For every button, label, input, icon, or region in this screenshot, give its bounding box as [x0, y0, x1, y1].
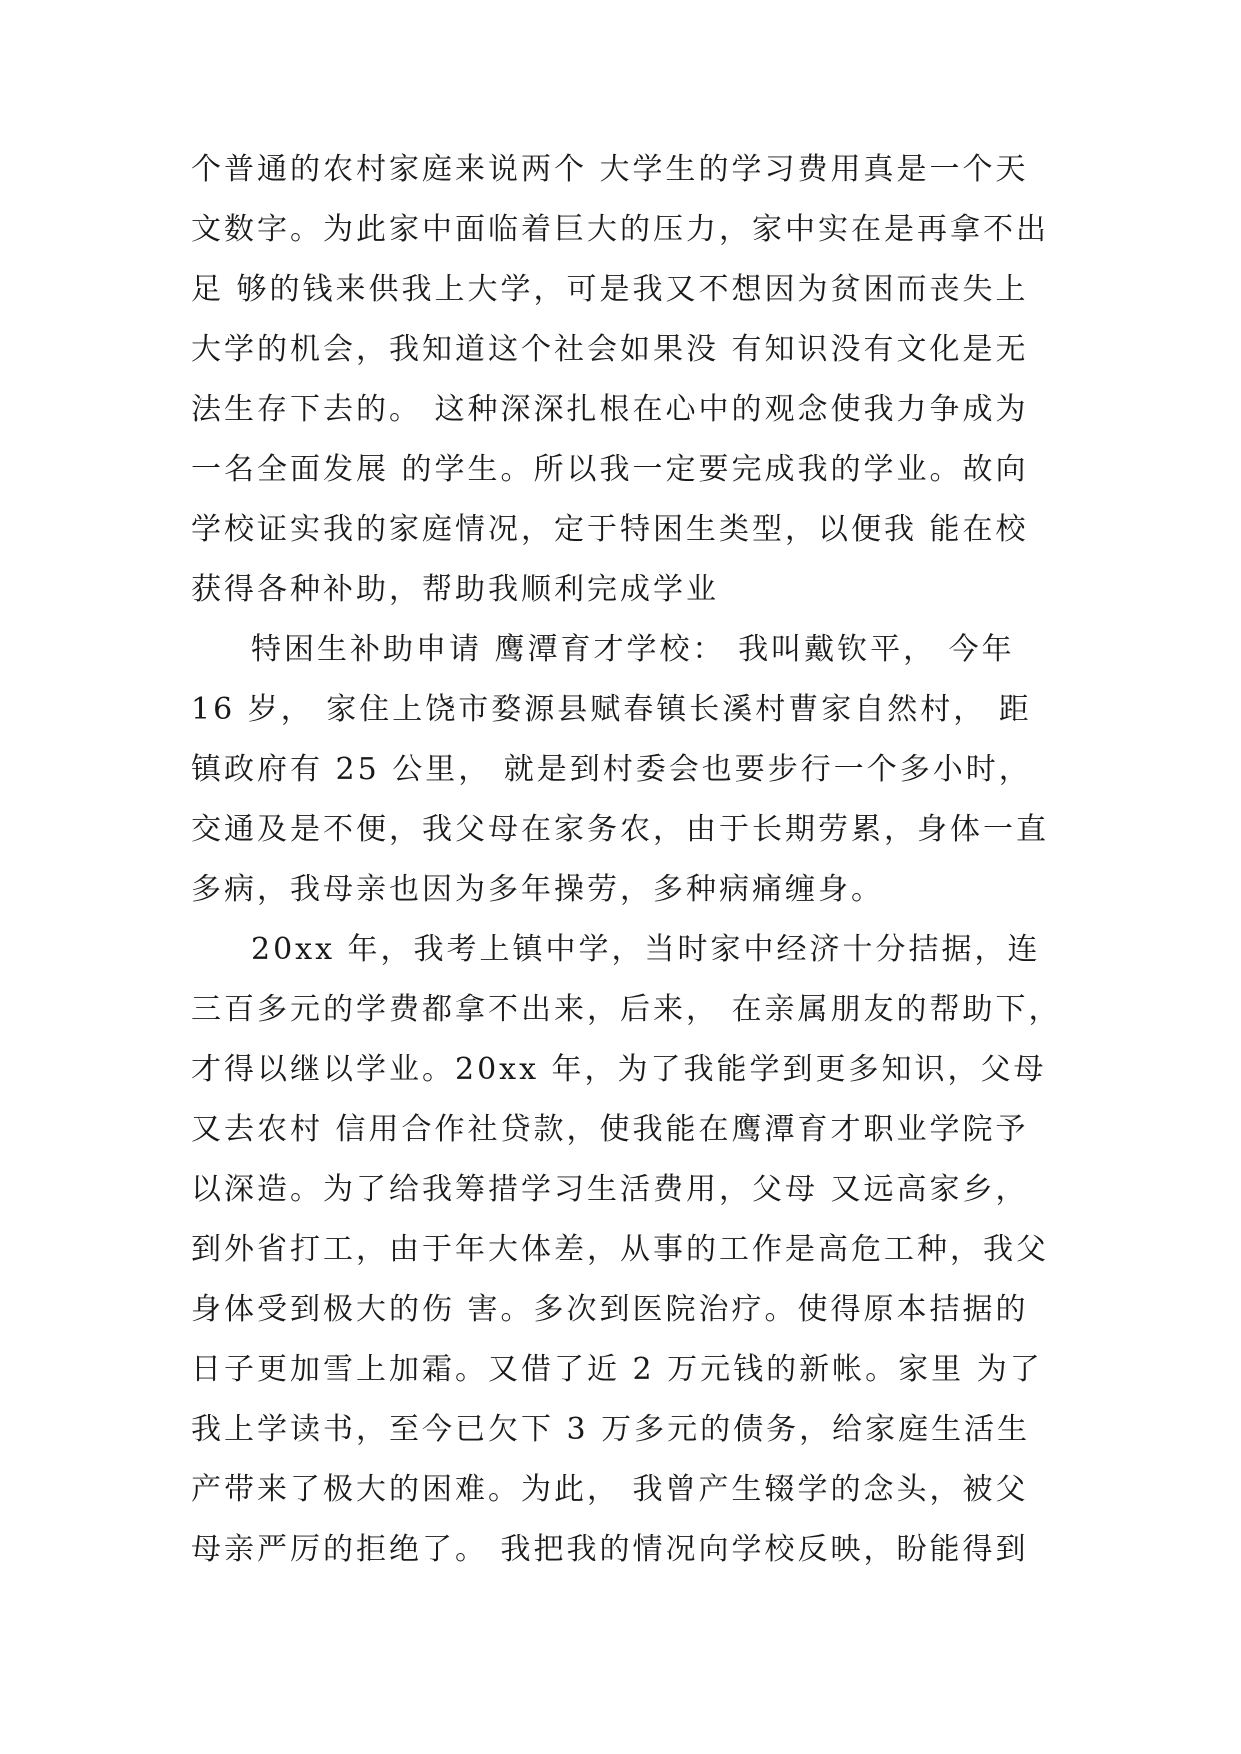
text-line: 又去农村 信用合作社贷款，使我能在鹰潭育才职业学院予	[191, 1112, 1029, 1147]
text-line: 三百多元的学费都拿不出来，后来， 在亲属朋友的帮助下，	[191, 992, 1062, 1027]
text-line: 才得以继以学业。20xx 年，为了我能学到更多知识，父母	[191, 1052, 1047, 1087]
text-line: 一名全面发展 的学生。所以我一定要完成我的学业。故向	[191, 452, 1029, 487]
text-line: 获得各种补助，帮助我顺利完成学业	[191, 572, 719, 607]
text-line: 个普通的农村家庭来说两个 大学生的学习费用真是一个天	[191, 152, 1029, 187]
text-line: 大学的机会，我知道这个社会如果没 有知识没有文化是无	[191, 332, 1029, 367]
paragraph-first-line: 20xx 年，我考上镇中学，当时家中经济十分拮据，连	[251, 932, 1041, 967]
text-line: 到外省打工，由于年大体差，从事的工作是高危工种，我父	[191, 1232, 1049, 1267]
text-line: 文数字。为此家中面临着巨大的压力，家中实在是再拿不出	[191, 212, 1049, 247]
text-line: 法生存下去的。 这种深深扎根在心中的观念使我力争成为	[191, 392, 1029, 427]
text-line: 身体受到极大的伤 害。多次到医院治疗。使得原本拮据的	[191, 1292, 1029, 1327]
text-line: 母亲严厉的拒绝了。 我把我的情况向学校反映，盼能得到	[191, 1532, 1029, 1567]
text-line: 我上学读书，至今已欠下 3 万多元的债务，给家庭生活生	[191, 1412, 1031, 1447]
text-line: 多病，我母亲也因为多年操劳，多种病痛缠身。	[191, 872, 884, 907]
text-line: 产带来了极大的困难。为此， 我曾产生辍学的念头，被父	[191, 1472, 1029, 1507]
text-line: 日子更加雪上加霜。又借了近 2 万元钱的新帐。家里 为了	[191, 1352, 1043, 1387]
text-line: 交通及是不便，我父母在家务农，由于长期劳累，身体一直	[191, 812, 1049, 847]
text-line: 16 岁， 家住上饶市婺源县赋春镇长溪村曹家自然村， 距	[191, 692, 1032, 727]
text-line: 镇政府有 25 公里， 就是到村委会也要步行一个多小时，	[191, 752, 1032, 787]
paragraph-first-line: 特困生补助申请 鹰潭育才学校： 我叫戴钦平， 今年	[251, 632, 1015, 667]
text-line: 学校证实我的家庭情况，定于特困生类型，以便我 能在校	[191, 512, 1029, 547]
text-line: 以深造。为了给我筹措学习生活费用，父母 又远高家乡，	[191, 1172, 1029, 1207]
text-line: 足 够的钱来供我上大学，可是我又不想因为贫困而丧失上	[191, 272, 1029, 307]
